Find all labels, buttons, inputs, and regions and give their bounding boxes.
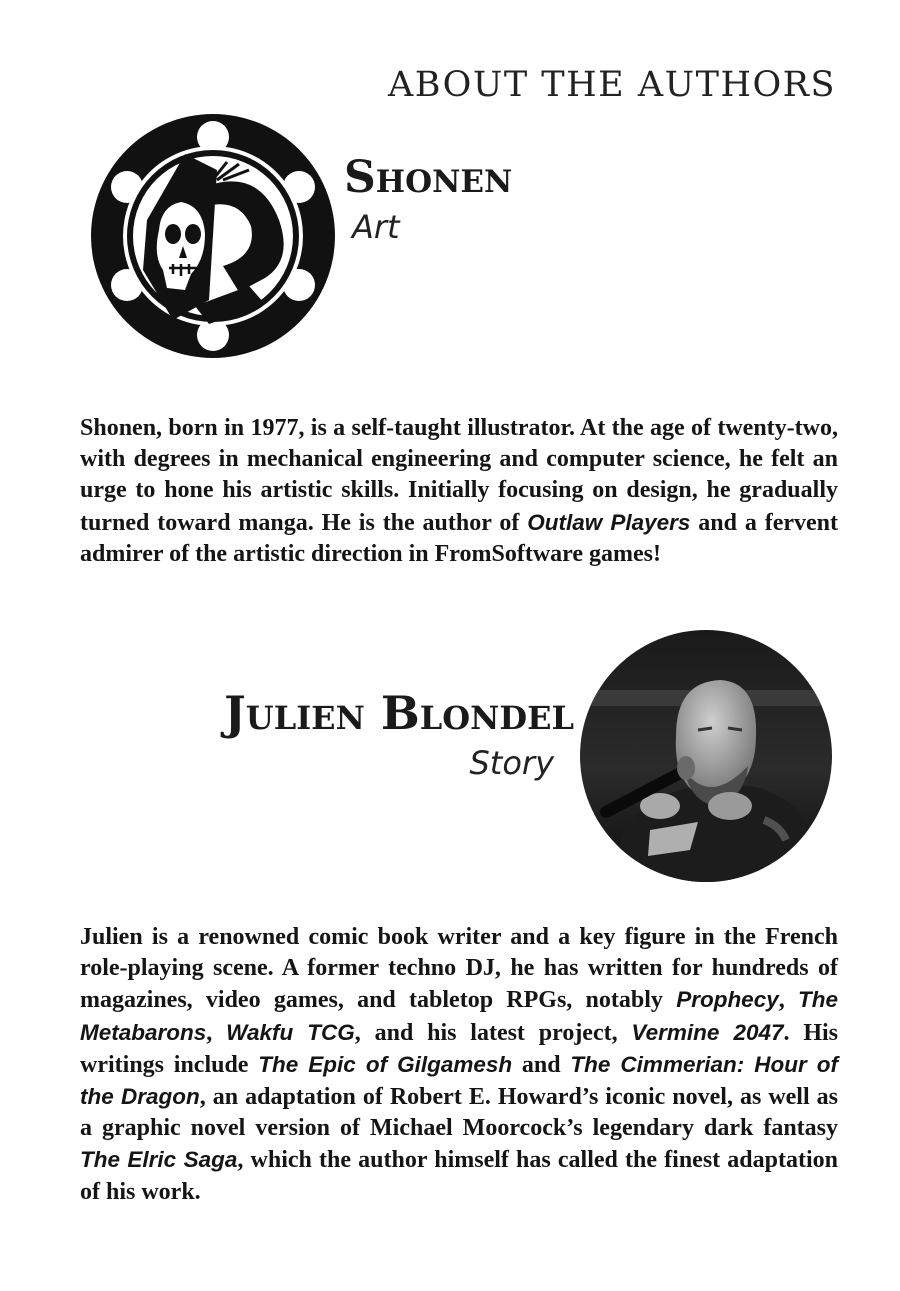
author-name-julien: Julien Blondel [224,686,574,740]
author-role-julien: Story [469,744,554,782]
shonen-logo [89,110,337,362]
bio-shonen: Shonen, born in 1977, is a self-taught illustrator. At the age of twenty-two, with degrees in mechanical engineering and computer science, he felt an urge to hone his artistic skills. Initially focusing on design, he gradually turned toward manga. He is the author of Outlaw Players and a fervent admirer of the artistic direction in FromSoftware games! [80,415,839,567]
author-name-shonen: Shonen [344,152,513,203]
page-title: ABOUT THE AUTHORS [387,65,836,106]
bio-julien: Julien is a renowned comic book writer and a key figure in the French role-playing scene. A former techno DJ, he has written for hundreds of magazines, video games, and tabletop RPGs, notably Prophecy, The Metabarons, Wakfu TCG, and his latest project, Vermine 2047. His writings include The Epic of Gilgamesh and The Cimmerian: Hour of the Dragon, an adaptation of Robert E. Howard’s iconic novel, as well as a graphic novel version of Michael Moorcock’s legendary dark fantasy The Elric Saga, which the author himself has called the finest adaptation of his work. [80,924,839,1205]
author-role-shonen: Art [352,208,400,246]
author-photo-julien [580,630,832,882]
